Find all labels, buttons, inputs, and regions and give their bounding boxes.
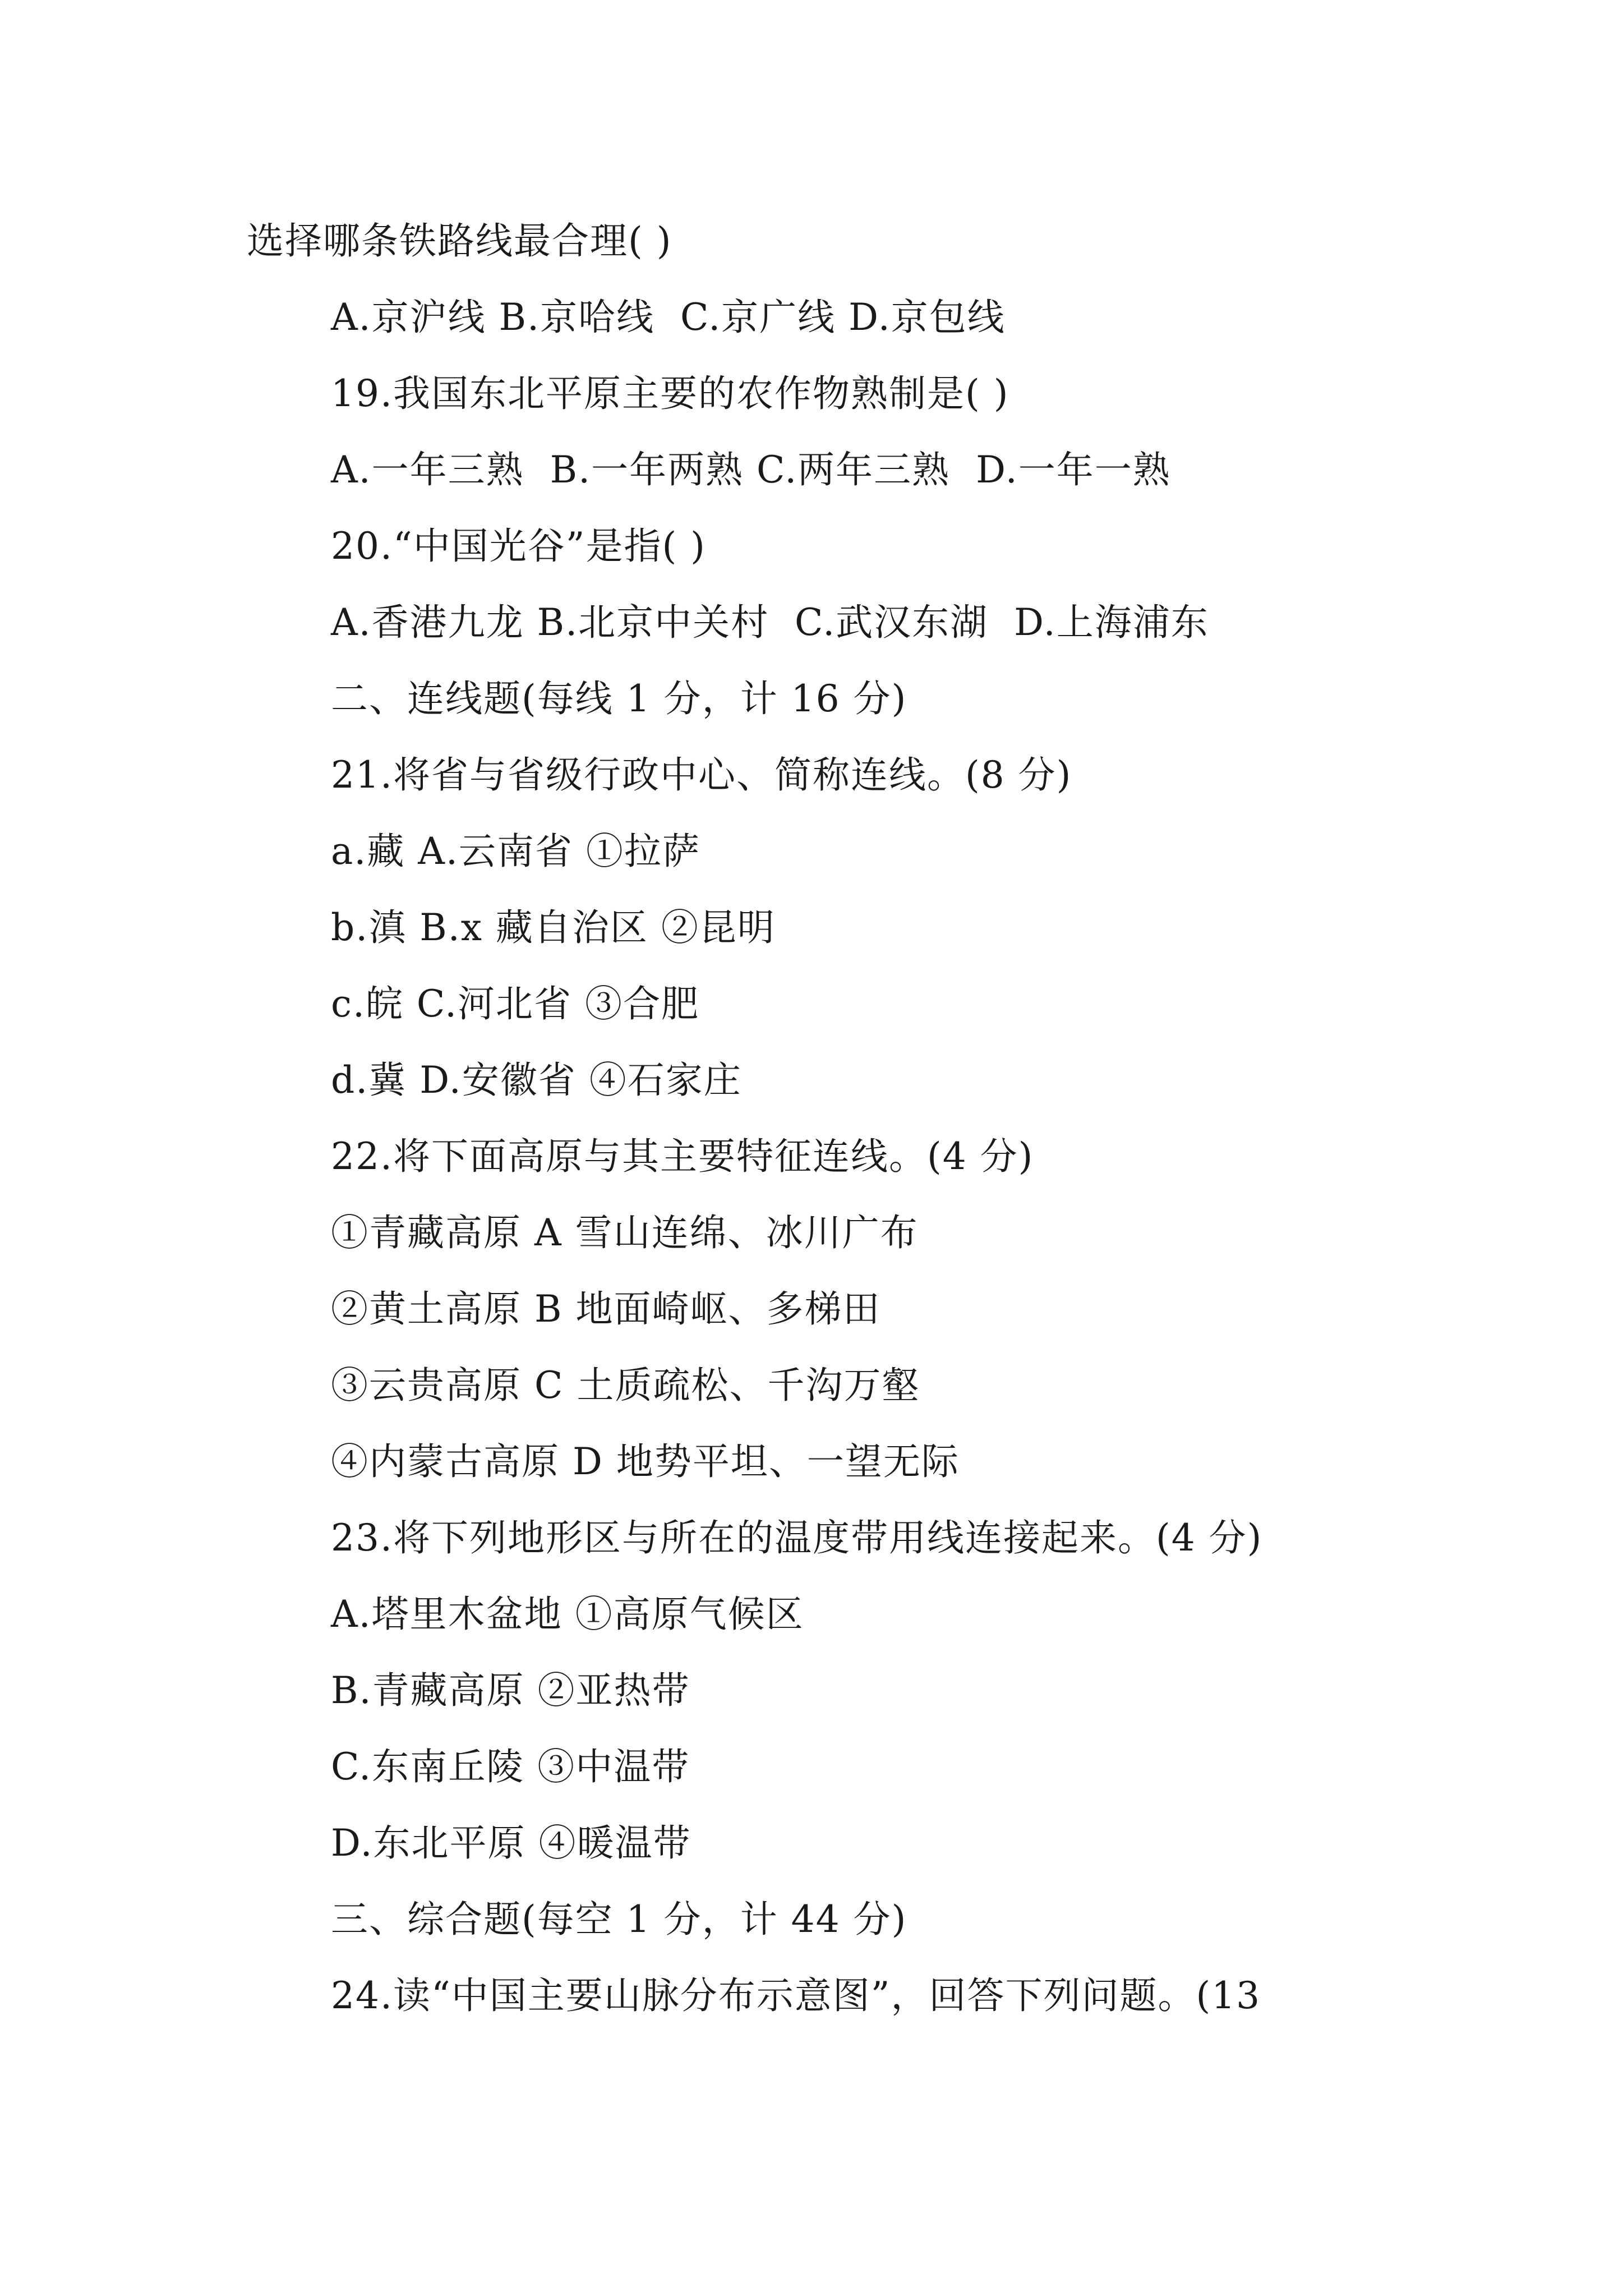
matching-row: ④内蒙古高原 D 地势平坦、一望无际 [331,1440,960,1483]
matching-row: d.冀 D.安徽省 ④石家庄 [331,1059,742,1102]
question-22: 22.将下面高原与其主要特征连线。(4 分) [331,1135,1034,1178]
matching-row: a.藏 A.云南省 ①拉萨 [331,830,700,873]
section-heading: 三、综合题(每空 1 分，计 44 分) [331,1898,907,1941]
matching-row: C.东南丘陵 ③中温带 [331,1745,690,1788]
question-20: 20.“中国光谷”是指( ) [331,524,706,568]
question-options: A.一年三熟 B.一年两熟 C.两年三熟 D.一年一熟 [331,448,1171,491]
question-19: 19.我国东北平原主要的农作物熟制是( ) [331,372,1009,415]
question-21: 21.将省与省级行政中心、简称连线。(8 分) [331,753,1072,797]
matching-row: b.滇 B.x 藏自治区 ②昆明 [331,906,776,949]
matching-row: D.东北平原 ④暖温带 [331,1821,691,1865]
matching-row: ①青藏高原 A 雪山连绵、冰川广布 [331,1211,919,1254]
text-line: 选择哪条铁路线最合理( ) [247,219,672,263]
question-options: A.京沪线 B.京哈线 C.京广线 D.京包线 [331,296,1006,339]
matching-row: B.青藏高原 ②亚热带 [331,1669,690,1712]
matching-row: ②黄土高原 B 地面崎岖、多梯田 [331,1287,881,1331]
section-heading: 二、连线题(每线 1 分，计 16 分) [331,677,907,720]
question-23: 23.将下列地形区与所在的温度带用线连接起来。(4 分) [331,1516,1263,1559]
matching-row: A.塔里木盆地 ①高原气候区 [331,1593,804,1636]
question-24: 24.读“中国主要山脉分布示意图”，回答下列问题。(13 [331,1974,1261,2017]
matching-row: ③云贵高原 C 土质疏松、千沟万壑 [331,1364,920,1407]
matching-row: c.皖 C.河北省 ③合肥 [331,982,700,1025]
question-options: A.香港九龙 B.北京中关村 C.武汉东湖 D.上海浦东 [331,601,1209,644]
